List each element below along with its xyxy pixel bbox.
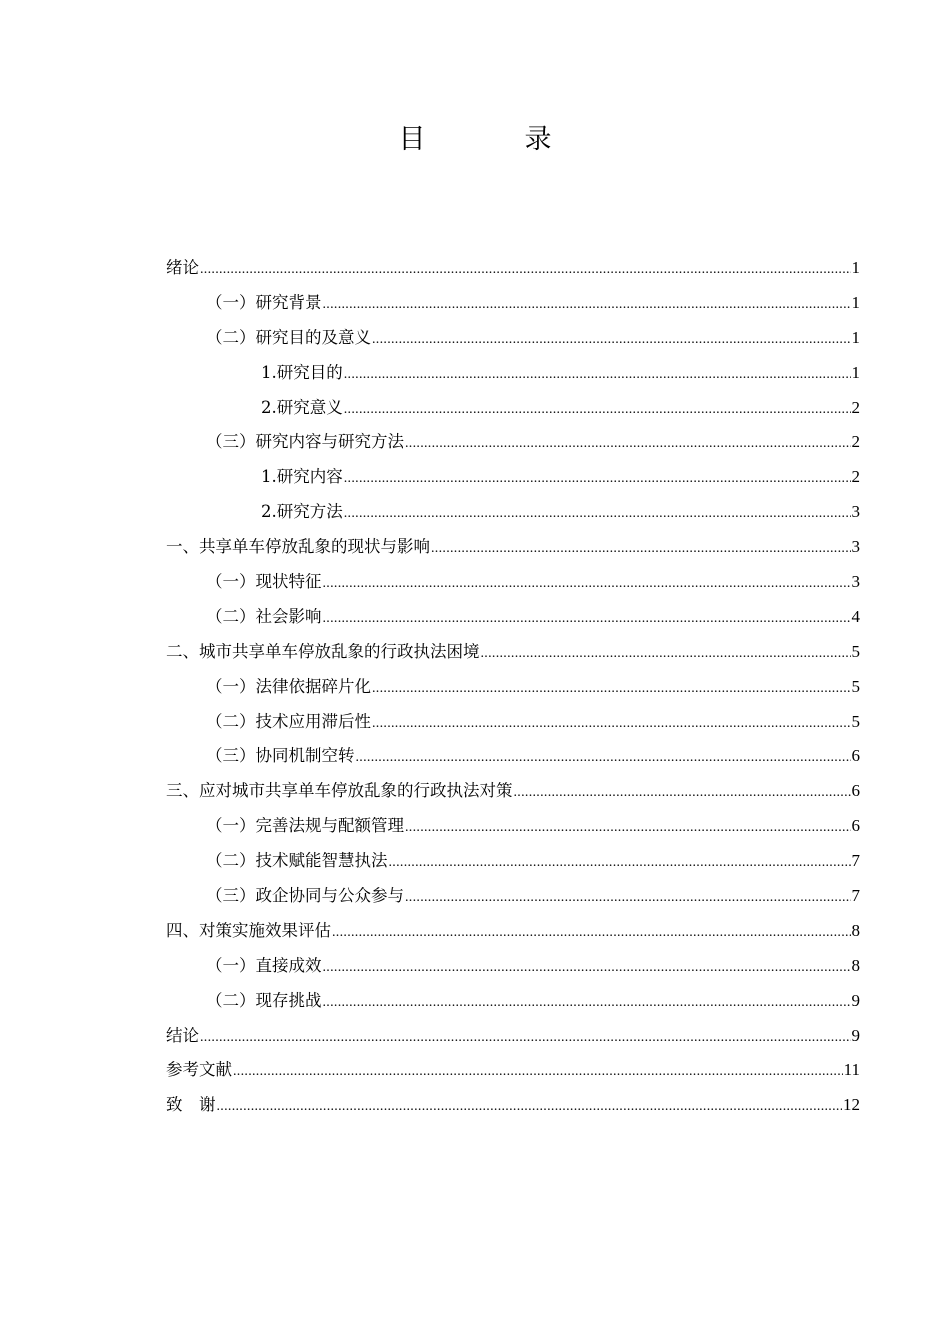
toc-dot-leader xyxy=(323,602,851,637)
toc-entry[interactable] xyxy=(166,844,860,879)
toc-dot-leader xyxy=(332,916,851,951)
toc-entry-label: 2.研究方法 xyxy=(261,502,343,522)
toc-entry-page-number: 3 xyxy=(851,502,860,522)
toc-entry-label: （一）法律依据碎片化 xyxy=(206,676,371,696)
toc-entry-page-number: 6 xyxy=(851,816,860,836)
toc-dot-leader xyxy=(233,1055,843,1090)
toc-entry-page-number: 1 xyxy=(851,258,860,277)
toc-dot-leader xyxy=(405,881,851,916)
toc-entry-page-number: 7 xyxy=(851,886,860,906)
toc-entry-page-number: 5 xyxy=(851,641,860,661)
toc-dot-leader xyxy=(323,986,851,1021)
toc-entry[interactable] xyxy=(166,774,860,809)
toc-entry-page-number: 11 xyxy=(843,1060,860,1080)
toc-entry-page-number: 6 xyxy=(851,781,860,801)
table-of-contents xyxy=(166,251,860,1123)
toc-entry-label: 三、应对城市共享单车停放乱象的行政执法对策 xyxy=(166,781,513,801)
toc-entry[interactable] xyxy=(166,495,860,530)
toc-dot-leader xyxy=(344,393,851,428)
toc-entry-page-number: 2 xyxy=(851,432,860,452)
toc-entry[interactable] xyxy=(166,251,860,286)
toc-entry[interactable] xyxy=(166,425,860,460)
page-title: 目 录 xyxy=(398,124,588,155)
toc-entry[interactable] xyxy=(166,460,860,495)
toc-entry-page-number: 8 xyxy=(851,920,860,940)
toc-entry[interactable] xyxy=(166,705,860,740)
toc-dot-leader xyxy=(405,811,851,846)
toc-entry-page-number: 2 xyxy=(851,397,860,417)
toc-entry[interactable] xyxy=(166,739,860,774)
toc-dot-leader xyxy=(344,462,851,497)
toc-entry-page-number: 1 xyxy=(851,327,860,347)
toc-dot-leader xyxy=(200,1021,851,1056)
toc-entry-page-number: 12 xyxy=(843,1095,860,1115)
toc-dot-leader xyxy=(372,323,851,358)
toc-entry[interactable] xyxy=(166,949,860,984)
toc-entry-label: （二）技术赋能智慧执法 xyxy=(206,851,388,871)
toc-entry-label: （三）政企协同与公众参与 xyxy=(206,886,404,906)
toc-entry-label: 参考文献 xyxy=(166,1060,232,1080)
toc-entry[interactable] xyxy=(166,809,860,844)
toc-entry[interactable] xyxy=(166,321,860,356)
toc-dot-leader xyxy=(323,951,851,986)
toc-dot-leader xyxy=(323,567,851,602)
toc-entry-page-number: 1 xyxy=(851,362,860,382)
toc-entry-label: 致 谢 xyxy=(166,1095,216,1115)
toc-dot-leader xyxy=(431,532,851,567)
toc-entry-page-number: 5 xyxy=(851,676,860,696)
toc-dot-leader xyxy=(323,288,851,323)
toc-entry-label: （三）研究内容与研究方法 xyxy=(206,432,404,452)
toc-entry-label: 结论 xyxy=(166,1025,199,1045)
toc-entry-label: （二）现存挑战 xyxy=(206,990,322,1010)
toc-entry[interactable] xyxy=(166,879,860,914)
toc-entry-label: （一）研究背景 xyxy=(206,292,322,312)
toc-dot-leader xyxy=(344,358,851,393)
toc-entry-label: （二）研究目的及意义 xyxy=(206,327,371,347)
toc-dot-leader xyxy=(481,637,851,672)
toc-entry[interactable] xyxy=(166,356,860,391)
toc-entry[interactable] xyxy=(166,600,860,635)
toc-entry[interactable] xyxy=(166,565,860,600)
toc-dot-leader xyxy=(200,253,851,288)
toc-entry[interactable] xyxy=(166,635,860,670)
toc-entry[interactable] xyxy=(166,286,860,321)
toc-entry-label: （一）直接成效 xyxy=(206,955,322,975)
toc-entry-label: 1.研究内容 xyxy=(261,467,343,487)
toc-entry-label: 四、对策实施效果评估 xyxy=(166,920,331,940)
toc-entry-page-number: 9 xyxy=(851,990,860,1010)
toc-entry-label: 二、城市共享单车停放乱象的行政执法困境 xyxy=(166,641,480,661)
toc-dot-leader xyxy=(217,1090,843,1125)
toc-dot-leader xyxy=(372,707,851,742)
toc-entry-page-number: 6 xyxy=(851,746,860,766)
toc-entry-page-number: 9 xyxy=(851,1025,860,1045)
toc-entry-label: 2.研究意义 xyxy=(261,397,343,417)
toc-entry-page-number: 4 xyxy=(851,606,860,626)
toc-entry-label: 绪论 xyxy=(166,258,199,277)
toc-dot-leader xyxy=(389,846,851,881)
toc-dot-leader xyxy=(372,672,851,707)
toc-entry-label: （一）现状特征 xyxy=(206,572,322,592)
toc-entry-label: 1.研究目的 xyxy=(261,362,343,382)
toc-dot-leader xyxy=(514,776,851,811)
toc-dot-leader xyxy=(356,741,851,776)
toc-entry[interactable] xyxy=(166,670,860,705)
toc-entry-label: 一、共享单车停放乱象的现状与影响 xyxy=(166,537,430,557)
toc-entry-label: （三）协同机制空转 xyxy=(206,746,355,766)
toc-entry-page-number: 5 xyxy=(851,711,860,731)
toc-entry[interactable] xyxy=(166,1019,860,1054)
toc-entry[interactable] xyxy=(166,391,860,426)
toc-entry[interactable] xyxy=(166,530,860,565)
toc-entry[interactable] xyxy=(166,914,860,949)
toc-entry[interactable] xyxy=(166,1053,860,1088)
toc-entry-label: （二）技术应用滞后性 xyxy=(206,711,371,731)
toc-dot-leader xyxy=(344,497,851,532)
toc-entry-page-number: 2 xyxy=(851,467,860,487)
toc-entry-label: （二）社会影响 xyxy=(206,606,322,626)
toc-entry[interactable] xyxy=(166,1088,860,1123)
toc-entry-page-number: 1 xyxy=(851,292,860,312)
toc-entry[interactable] xyxy=(166,984,860,1019)
toc-entry-page-number: 8 xyxy=(851,955,860,975)
toc-entry-page-number: 7 xyxy=(851,851,860,871)
toc-entry-label: （一）完善法规与配额管理 xyxy=(206,816,404,836)
toc-entry-page-number: 3 xyxy=(851,537,860,557)
toc-dot-leader xyxy=(405,427,851,462)
toc-entry-page-number: 3 xyxy=(851,572,860,592)
